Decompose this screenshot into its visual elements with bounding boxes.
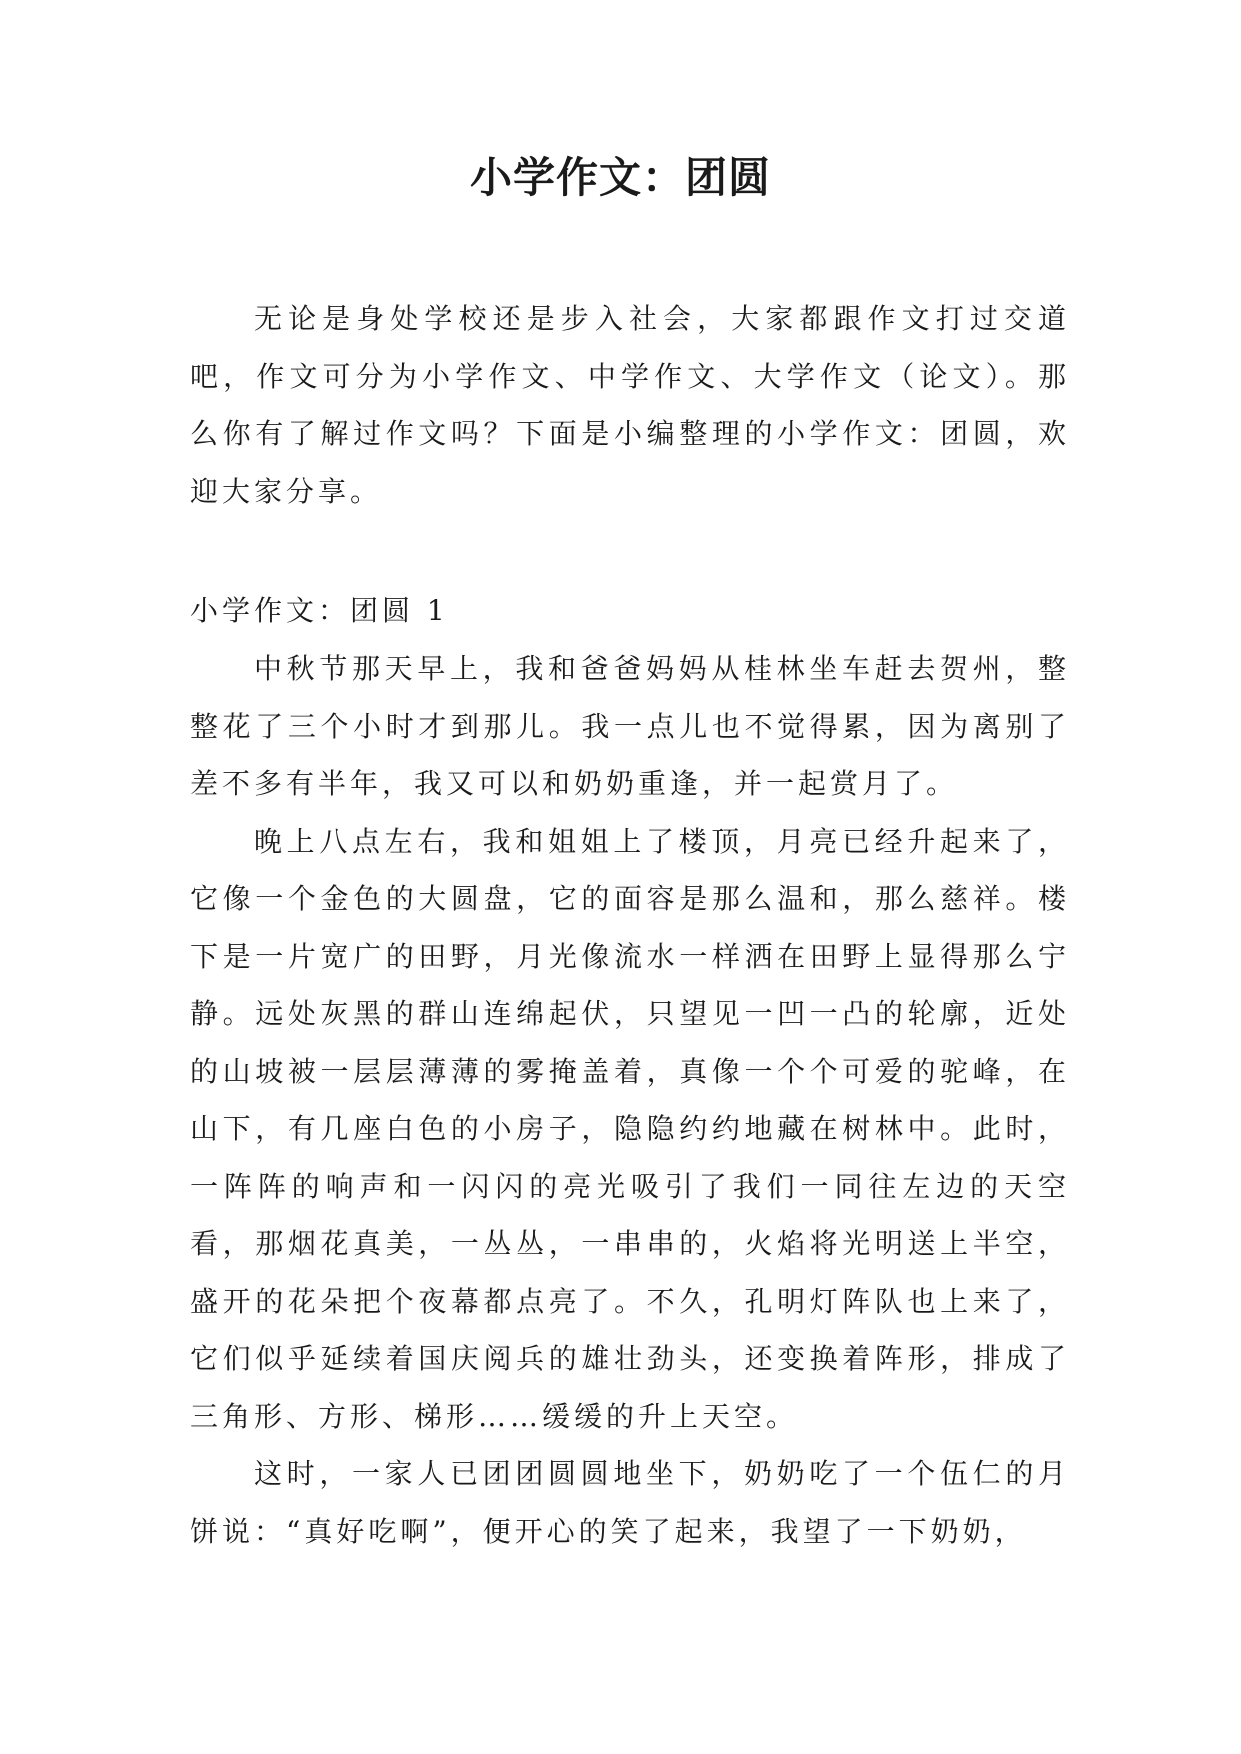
document-title: 小学作文：团圆 [469, 153, 771, 202]
essay-paragraph-3: 这时，一家人已团团圆圆地坐下，奶奶吃了一个伍仁的月饼说：“真好吃啊”，便开心的笑了起来，我望了一下奶奶， [190, 1457, 1070, 1548]
intro-paragraph: 无论是身处学校还是步入社会，大家都跟作文打过交道吧，作文可分为小学作文、中学作文、大学作文（论文）。那么你有了解过作文吗？下面是小编整理的小学作文：团圆，欢迎大家分享。 [190, 302, 1070, 508]
essay-paragraph-1: 中秋节那天早上，我和爸爸妈妈从桂林坐车赶去贺州，整整花了三个小时才到那儿。我一点儿也不觉得累，因为离别了差不多有半年，我又可以和奶奶重逢，并一起赏月了。 [190, 652, 1070, 800]
essay-body [190, 640, 1070, 1560]
essay-paragraph-2: 晚上八点左右，我和姐姐上了楼顶，月亮已经升起来了，它像一个金色的大圆盘，它的面容是那么温和，那么慈祥。楼下是一片宽广的田野，月光像流水一样洒在田野上显得那么宁静。远处灰黑的群山连绵起伏，只望见一凹一凸的轮廓，近处的山坡被一层层薄薄的雾掩盖着，真像一个个可爱的驼峰，在山下，有几座白色的小房子，隐隐约约地藏在树林中。此时，一阵阵的响声和一闪闪的亮光吸引了我们一同往左边的天空看，那烟花真美，一丛丛，一串串的，火焰将光明送上半空，盛开的花朵把个夜幕都点亮了。不久，孔明灯阵队也上来了，它们似乎延续着国庆阅兵的雄壮劲头，还变换着阵形，排成了三角形、方形、梯形……缓缓的升上天空。 [190, 824, 1070, 1433]
section-heading: 小学作文：团圆 1 [190, 594, 449, 627]
intro-section [190, 290, 1070, 520]
